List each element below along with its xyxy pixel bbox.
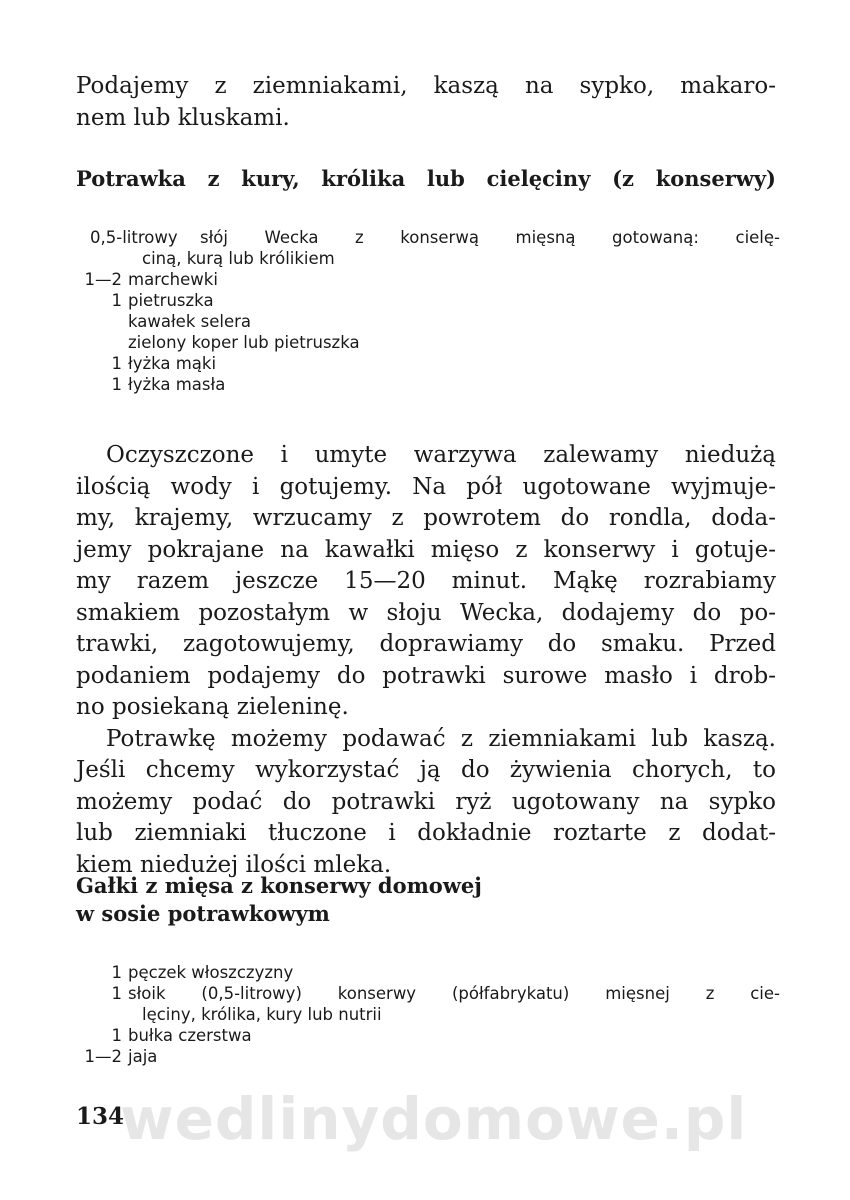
text-line: Jeśli chcemy wykorzystać ją do żywienia chorych, to <box>76 757 776 783</box>
text-line: podaniem podajemy do potrawki surowe masło i drob- <box>76 662 776 689</box>
text-line: Potrawkę możemy podawać z ziemniakami lub kaszą. <box>106 725 776 752</box>
ingredient-item <box>76 311 780 332</box>
text-line: kiem niedużej ilości mleka. <box>76 851 392 878</box>
intro-line: Podajemy z ziemniakami, kaszą na sypko, makaro- <box>76 73 776 99</box>
text-line: my, krajemy, wrzucamy z powrotem do rondla, doda- <box>76 505 776 531</box>
ingredient-text: kawałek selera <box>128 312 252 331</box>
ingredient-item <box>76 332 780 353</box>
ingredient-qty: 0,5-litrowy <box>90 228 178 247</box>
ingredient-text: łyżka mąki <box>128 354 217 373</box>
ingredient-list-potrawka <box>76 227 780 395</box>
ingredient-item-continued <box>76 248 780 269</box>
recipe-title-galki <box>76 872 482 928</box>
text-line: smakiem pozostałym w słoju Wecka, dodajemy do po- <box>76 599 776 626</box>
ingredient-item <box>76 962 780 983</box>
instruction-paragraph <box>76 440 776 724</box>
intro-paragraph <box>76 70 776 134</box>
page-number: 134 <box>76 1103 125 1130</box>
ingredient-item-continued <box>76 1004 780 1025</box>
text-line: Oczyszczone i umyte warzywa zalewamy niedużą <box>106 442 776 468</box>
ingredient-item <box>76 353 780 374</box>
ingredient-list-galki <box>76 962 780 1067</box>
watermark: wedlinydomowe.pl <box>120 1085 748 1153</box>
recipe-instructions-potrawka <box>76 440 776 881</box>
text-line: no posiekaną zieleninę. <box>76 694 349 720</box>
ingredient-qty: 1 <box>111 375 122 394</box>
ingredient-text: jaja <box>128 1047 158 1066</box>
ingredient-qty: 1 <box>111 1026 122 1045</box>
ingredient-item <box>76 374 780 395</box>
intro-line: nem lub kluskami. <box>76 105 290 131</box>
text-line: trawki, zagotowujemy, doprawiamy do smaku. Przed <box>76 631 776 657</box>
ingredient-item <box>76 983 780 1004</box>
ingredient-text: zielony koper lub pietruszka <box>128 333 360 352</box>
ingredient-qty: 1—2 <box>84 270 122 289</box>
recipe-title-potrawka: Potrawka z kury, królika lub cielęciny (z konserwy) <box>76 166 776 191</box>
ingredient-item <box>76 290 780 311</box>
text-line: lub ziemniaki tłuczone i dokładnie roztarte z dodat- <box>76 820 776 846</box>
ingredient-qty: 1 <box>111 291 122 310</box>
instruction-paragraph <box>76 724 776 882</box>
ingredient-qty: 1 <box>111 984 122 1003</box>
text-line: my razem jeszcze 15—20 minut. Mąkę rozrabiamy <box>76 568 776 594</box>
ingredient-text: pęczek włoszczyzny <box>128 963 294 982</box>
text-line: ilością wody i gotujemy. Na pół ugotowane wyjmuje- <box>76 473 776 500</box>
ingredient-text: słoik (0,5-litrowy) konserwy (półfabrykatu) mięsnej z cie- <box>128 984 780 1003</box>
ingredient-text: ciną, kurą lub królikiem <box>142 249 335 268</box>
title-line: w sosie potrawkowym <box>76 901 330 926</box>
ingredient-text: bułka czerstwa <box>128 1026 252 1045</box>
ingredient-qty: 1 <box>111 963 122 982</box>
ingredient-text: słój Wecka z konserwą mięsną gotowaną: cielę- <box>200 228 780 247</box>
ingredient-text: marchewki <box>128 270 218 289</box>
title-line: Gałki z mięsa z konserwy domowej <box>76 873 482 898</box>
ingredient-item <box>76 1046 780 1067</box>
ingredient-qty: 1—2 <box>84 1047 122 1066</box>
ingredient-text: łyżka masła <box>128 375 226 394</box>
text-line: jemy pokrajane na kawałki mięso z konserwy i gotuje- <box>76 536 776 563</box>
ingredient-item <box>76 1025 780 1046</box>
ingredient-item <box>76 269 780 290</box>
text-line: możemy podać do potrawki ryż ugotowany na sypko <box>76 788 776 815</box>
ingredient-text: lęciny, królika, kury lub nutrii <box>142 1005 382 1024</box>
ingredient-qty: 1 <box>111 354 122 373</box>
ingredient-text: pietruszka <box>128 291 214 310</box>
ingredient-item <box>76 227 780 248</box>
